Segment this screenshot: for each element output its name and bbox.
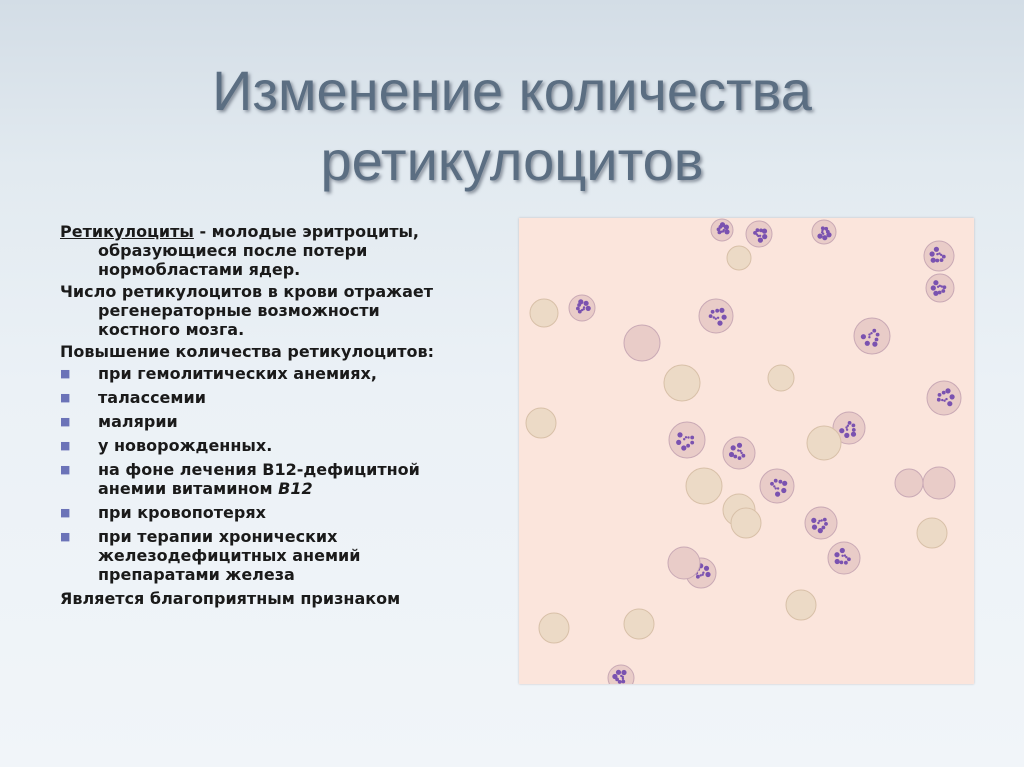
list-item xyxy=(60,460,502,498)
reticulum-granule xyxy=(615,678,619,682)
reticulum-granule xyxy=(865,341,870,346)
reticulum-granule xyxy=(685,436,687,438)
reticulum-granule xyxy=(818,520,820,522)
reticulocyte-cell xyxy=(926,274,954,302)
list-item-text: при терапии хронических xyxy=(98,527,338,546)
list-item-text-3: препаратами железа xyxy=(98,565,295,584)
reticulum-granule xyxy=(852,428,856,432)
reticulum-granule xyxy=(945,398,947,400)
reticulum-granule xyxy=(621,670,626,675)
reticulum-granule xyxy=(943,400,945,402)
reticulum-granule xyxy=(687,436,689,438)
erythrocyte-cell xyxy=(895,469,923,497)
reticulocyte-cell xyxy=(699,299,733,333)
reticulum-granule xyxy=(717,317,719,319)
count-line-2: регенераторные возможности xyxy=(98,301,380,320)
reticulum-granule xyxy=(616,670,621,675)
reticulum-granule xyxy=(844,561,848,565)
erythrocyte-cell xyxy=(923,467,955,499)
list-item xyxy=(60,527,502,584)
reticulum-granule xyxy=(872,329,876,333)
erythrocyte-cell xyxy=(664,365,700,401)
reticulum-granule xyxy=(811,518,816,523)
reticulum-granule xyxy=(715,309,719,313)
list-item-text: малярии xyxy=(98,412,178,431)
reticulum-granule xyxy=(762,234,767,239)
reticulocyte-cell xyxy=(828,542,860,574)
list-item-text-2: железодефицитных анемий xyxy=(98,546,361,565)
reticulum-granule xyxy=(943,285,947,289)
reticulum-granule xyxy=(581,309,583,311)
blood-smear-image xyxy=(519,218,974,684)
reticulum-granule xyxy=(852,424,856,428)
reticulum-granule xyxy=(931,285,936,290)
reticulum-granule xyxy=(835,559,840,564)
reticulum-granule xyxy=(742,454,746,458)
reticulocyte-cell xyxy=(812,220,836,244)
definition-line-3: нормобластами ядер. xyxy=(98,260,301,279)
reticulum-granule xyxy=(731,445,736,450)
reticulum-granule xyxy=(839,428,844,433)
reticulum-granule xyxy=(931,258,936,263)
reticulocyte-cell xyxy=(723,437,755,469)
list-item xyxy=(60,412,502,431)
reticulum-granule xyxy=(777,487,779,489)
reticulum-granule xyxy=(686,444,690,448)
reticulum-granule xyxy=(937,398,941,402)
reticulum-granule xyxy=(681,445,686,450)
erythrocyte-cell xyxy=(917,518,947,548)
reticulum-granule xyxy=(704,566,709,571)
erythrocyte-cell xyxy=(786,590,816,620)
list-item xyxy=(60,364,502,383)
reticulum-granule xyxy=(940,258,944,262)
reticulum-granule xyxy=(938,393,942,397)
square-bullet-icon: ■ xyxy=(60,391,71,404)
reticulum-granule xyxy=(700,574,702,576)
title-line-2: ретикулоцитов xyxy=(320,129,704,192)
reticulum-granule xyxy=(676,440,681,445)
count-line-1: Число ретикулоцитов в крови отражает xyxy=(60,282,433,301)
reticulum-granule xyxy=(940,254,942,256)
erythrocyte-cell xyxy=(731,508,761,538)
reticulum-granule xyxy=(826,230,830,234)
erythrocyte-cell xyxy=(768,365,794,391)
reticulum-granule xyxy=(740,452,742,454)
reticulum-granule xyxy=(719,308,724,313)
reticulum-granule xyxy=(930,251,935,256)
term-reticulocytes: Ретикулоциты xyxy=(60,222,194,241)
reticulum-granule xyxy=(758,238,763,243)
square-bullet-icon: ■ xyxy=(60,530,71,543)
erythrocyte-cell xyxy=(624,325,660,361)
increase-heading: Повышение количества ретикулоцитов: xyxy=(60,342,435,361)
reticulum-granule xyxy=(779,480,783,484)
reticulum-granule xyxy=(717,321,722,326)
reticulum-granule xyxy=(781,488,786,493)
reticulum-granule xyxy=(845,556,847,558)
reticulum-granule xyxy=(941,285,943,287)
vitamin-b12-italic: В12 xyxy=(278,479,313,498)
reticulum-granule xyxy=(861,334,866,339)
square-bullet-icon: ■ xyxy=(60,463,71,476)
list-item-text: при гемолитических анемиях, xyxy=(98,364,377,383)
reticulum-granule xyxy=(713,316,715,318)
reticulum-granule xyxy=(709,314,713,318)
conclusion: Является благоприятным признаком xyxy=(60,589,401,608)
reticulum-granule xyxy=(945,388,950,393)
reticulocyte-cell xyxy=(569,295,595,321)
erythrocyte-cell xyxy=(624,609,654,639)
reticulum-granule xyxy=(936,253,938,255)
reticulum-granule xyxy=(812,525,817,530)
reticulum-granule xyxy=(851,432,856,437)
definition-line-2: образующиеся после потери xyxy=(98,241,368,260)
reticulum-granule xyxy=(711,310,715,314)
definition-line-1: - молодые эритроциты, xyxy=(193,222,420,241)
reticulum-granule xyxy=(577,303,581,307)
reticulum-granule xyxy=(683,438,685,440)
square-bullet-icon: ■ xyxy=(60,439,71,452)
reticulum-granule xyxy=(821,226,825,230)
reticulum-granule xyxy=(724,225,729,230)
reticulocyte-cell xyxy=(711,219,733,241)
reticulum-granule xyxy=(722,315,727,320)
reticulum-granule xyxy=(724,229,729,234)
erythrocyte-cell xyxy=(686,468,722,504)
erythrocyte-cell xyxy=(530,299,558,327)
reticulum-granule xyxy=(733,455,737,459)
reticulum-granule xyxy=(875,338,879,342)
erythrocyte-cell xyxy=(539,613,569,643)
erythrocyte-cell xyxy=(526,408,556,438)
reticulum-granule xyxy=(775,487,777,489)
erythrocyte-cell xyxy=(727,246,751,270)
square-bullet-icon: ■ xyxy=(60,506,71,519)
reticulum-granule xyxy=(576,307,580,311)
square-bullet-icon: ■ xyxy=(60,415,71,428)
reticulum-granule xyxy=(941,399,943,401)
reticulum-granule xyxy=(622,678,624,680)
reticulum-granule xyxy=(696,575,700,579)
reticulum-granule xyxy=(947,401,952,406)
blood-smear-micrograph xyxy=(519,218,974,684)
reticulocyte-cell xyxy=(746,221,772,247)
reticulum-granule xyxy=(817,234,822,239)
reticulum-granule xyxy=(586,306,591,311)
slide-title xyxy=(40,56,984,196)
reticulocyte-cell xyxy=(927,381,961,415)
list-item-text: при кровопотерях xyxy=(98,503,266,522)
reticulum-granule xyxy=(737,449,739,451)
reticulum-granule xyxy=(737,443,742,448)
reticulum-granule xyxy=(690,441,694,445)
count-paragraph xyxy=(60,282,502,339)
reticulum-granule xyxy=(846,429,848,431)
list-item-text: талассемии xyxy=(98,388,206,407)
reticulum-granule xyxy=(782,481,787,486)
reticulocyte-cell xyxy=(805,507,837,539)
count-line-3: костного мозга. xyxy=(98,320,245,339)
reticulum-granule xyxy=(950,394,955,399)
reticulum-granule xyxy=(720,231,722,233)
reticulum-granule xyxy=(942,255,946,259)
reticulum-granule xyxy=(938,291,942,295)
reticulum-granule xyxy=(933,291,938,296)
reticulocyte-cell xyxy=(669,422,705,458)
reticulum-granule xyxy=(942,391,946,395)
definition-paragraph xyxy=(60,222,502,279)
list-item xyxy=(60,503,502,522)
reticulum-granule xyxy=(822,235,827,240)
reticulum-granule xyxy=(729,452,734,457)
reticulum-granule xyxy=(872,342,877,347)
reticulum-granule xyxy=(705,572,710,577)
list-item xyxy=(60,436,502,455)
reticulum-granule xyxy=(821,230,823,232)
reticulum-granule xyxy=(933,280,938,285)
reticulum-granule xyxy=(677,432,682,437)
content-text-block xyxy=(60,222,502,611)
reticulum-granule xyxy=(848,421,852,425)
erythrocyte-cell xyxy=(668,547,700,579)
reticulum-granule xyxy=(621,680,625,684)
reticulum-granule xyxy=(775,492,780,497)
reticulum-granule xyxy=(868,336,870,338)
reticulocyte-cell xyxy=(924,241,954,271)
reticulum-granule xyxy=(738,456,742,460)
reticulum-granule xyxy=(756,228,760,232)
reticulum-granule xyxy=(690,436,694,440)
reticulum-granule xyxy=(844,433,849,438)
reticulum-granule xyxy=(759,229,763,233)
reticulum-granule xyxy=(840,548,845,553)
erythrocyte-cell xyxy=(807,426,841,460)
reticulum-granule xyxy=(868,333,870,335)
reticulum-granule xyxy=(834,552,839,557)
reticulum-granule xyxy=(870,332,872,334)
reticulum-granule xyxy=(847,557,851,561)
reticulum-granule xyxy=(822,526,826,530)
reticulum-granule xyxy=(719,225,723,229)
causes-list xyxy=(60,364,502,584)
reticulum-granule xyxy=(774,479,778,483)
list-item xyxy=(60,388,502,407)
reticulocyte-cell xyxy=(760,469,794,503)
reticulum-granule xyxy=(840,561,844,565)
reticulum-granule xyxy=(824,522,828,526)
title-line-1: Изменение количества xyxy=(212,59,812,122)
list-item-text: на фоне лечения В12-дефицитной xyxy=(98,460,420,479)
reticulum-granule xyxy=(876,333,880,337)
reticulum-granule xyxy=(773,485,775,487)
reticulum-granule xyxy=(584,301,589,306)
list-item-text: у новорожденных. xyxy=(98,436,273,455)
reticulum-granule xyxy=(841,555,843,557)
reticulum-granule xyxy=(715,318,717,320)
reticulocyte-cell xyxy=(854,318,890,354)
square-bullet-icon: ■ xyxy=(60,367,71,380)
reticulum-granule xyxy=(821,519,823,521)
reticulum-granule xyxy=(823,518,827,522)
reticulum-granule xyxy=(756,233,758,235)
reticulum-granule xyxy=(934,247,939,252)
reticulum-granule xyxy=(847,425,849,427)
reticulum-granule xyxy=(941,289,945,293)
reticulum-granule xyxy=(935,259,939,263)
reticulum-granule xyxy=(770,482,774,486)
list-item-text-2: анемии витамином xyxy=(98,479,279,498)
